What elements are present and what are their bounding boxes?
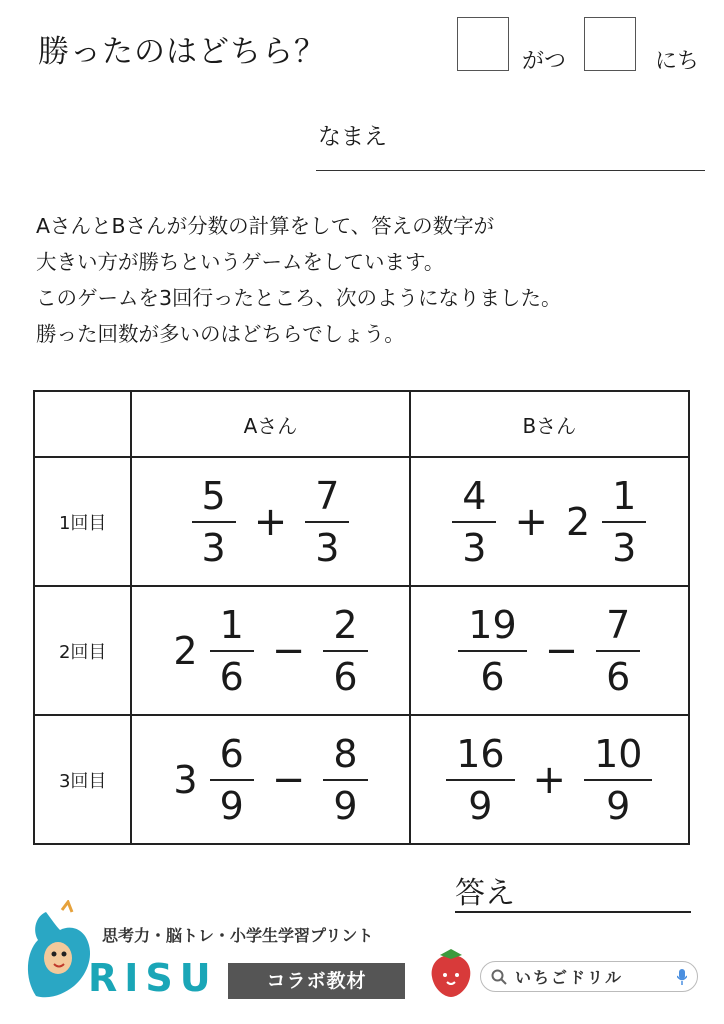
collab-badge: コラボ教材 xyxy=(228,963,405,999)
numerator: 4 xyxy=(462,473,487,518)
problem-line: AさんとBさんが分数の計算をして、答えの数字が xyxy=(36,214,495,238)
fraction xyxy=(452,473,496,570)
table-row xyxy=(34,715,689,844)
expression xyxy=(446,731,652,828)
numerator: 16 xyxy=(456,731,505,776)
fraction xyxy=(596,602,640,699)
header-a: Aさん xyxy=(131,391,409,457)
denominator: 3 xyxy=(612,525,637,570)
expression-cell-a xyxy=(131,586,409,715)
expression xyxy=(173,602,367,699)
search-bar[interactable] xyxy=(480,961,698,992)
denominator: 6 xyxy=(219,654,244,699)
table-header-row xyxy=(34,391,689,457)
operator: + xyxy=(514,498,548,545)
answer-label: 答え xyxy=(455,876,515,911)
operator: + xyxy=(532,756,567,803)
expression-cell-b xyxy=(410,457,689,586)
operator: − xyxy=(544,627,579,674)
numerator: 7 xyxy=(315,473,340,518)
risu-logo: RISU xyxy=(88,956,218,1000)
numerator: 7 xyxy=(606,602,631,647)
table-row xyxy=(34,586,689,715)
problem-statement xyxy=(36,208,716,352)
expression xyxy=(458,602,640,699)
round-label: 2回目 xyxy=(34,586,131,715)
fraction xyxy=(458,602,526,699)
worksheet-title: 勝ったのはどちら？ xyxy=(38,34,326,70)
fraction xyxy=(602,473,646,570)
numerator: 5 xyxy=(201,473,226,518)
operator: + xyxy=(253,498,288,545)
name-label: なまえ xyxy=(318,124,387,150)
numerator: 1 xyxy=(612,473,637,518)
expression-cell-b xyxy=(410,715,689,844)
score-table xyxy=(33,390,690,845)
fraction xyxy=(323,602,367,699)
denominator: 3 xyxy=(315,525,340,570)
month-input-box[interactable] xyxy=(457,17,509,71)
denominator: 9 xyxy=(333,783,358,828)
answer-write-line[interactable] xyxy=(455,911,691,913)
footer-tagline: 思考力・脳トレ・小学生学習プリント xyxy=(102,926,374,945)
denominator: 3 xyxy=(201,525,226,570)
whole-number: 3 xyxy=(173,757,198,802)
fraction xyxy=(210,731,254,828)
expression xyxy=(192,473,350,570)
operator: − xyxy=(271,756,306,803)
numerator: 1 xyxy=(219,602,244,647)
header-b: Bさん xyxy=(410,391,689,457)
problem-line: 大きい方が勝ちというゲームをしています。 xyxy=(36,250,445,274)
fraction xyxy=(584,731,652,828)
numerator: 10 xyxy=(594,731,643,776)
search-text: いちごドリル xyxy=(515,968,624,987)
table-row xyxy=(34,457,689,586)
corner-cell xyxy=(34,391,131,457)
whole-number: 2 xyxy=(565,499,591,544)
numerator: 6 xyxy=(219,731,244,776)
fraction xyxy=(446,731,514,828)
day-label: にち xyxy=(655,49,700,74)
expression-cell-a xyxy=(131,457,409,586)
round-label: 3回目 xyxy=(34,715,131,844)
denominator: 9 xyxy=(468,783,493,828)
round-label: 1回目 xyxy=(34,457,131,586)
denominator: 9 xyxy=(606,783,631,828)
denominator: 6 xyxy=(333,654,358,699)
microphone-icon[interactable] xyxy=(677,969,687,985)
fraction xyxy=(192,473,236,570)
strawberry-icon xyxy=(428,945,474,999)
operator: − xyxy=(271,627,306,674)
fraction xyxy=(305,473,349,570)
denominator: 3 xyxy=(462,525,487,570)
denominator: 9 xyxy=(219,783,244,828)
search-icon xyxy=(491,969,507,985)
fraction xyxy=(323,731,367,828)
expression-cell-a xyxy=(131,715,409,844)
whole-number: 2 xyxy=(173,628,198,673)
numerator: 2 xyxy=(333,602,358,647)
day-input-box[interactable] xyxy=(584,17,636,71)
problem-line: 勝った回数が多いのはどちらでしょう。 xyxy=(36,322,405,346)
month-label: がつ xyxy=(522,49,567,74)
numerator: 8 xyxy=(333,731,358,776)
numerator: 19 xyxy=(468,602,517,647)
expression-cell-b xyxy=(410,586,689,715)
name-write-line[interactable] xyxy=(316,170,705,171)
fraction xyxy=(210,602,254,699)
problem-line: このゲームを3回行ったところ、次のようになりました。 xyxy=(36,286,562,310)
expression xyxy=(452,473,646,570)
denominator: 6 xyxy=(606,654,631,699)
expression xyxy=(173,731,367,828)
denominator: 6 xyxy=(480,654,505,699)
squirrel-mascot-icon xyxy=(22,900,98,1004)
